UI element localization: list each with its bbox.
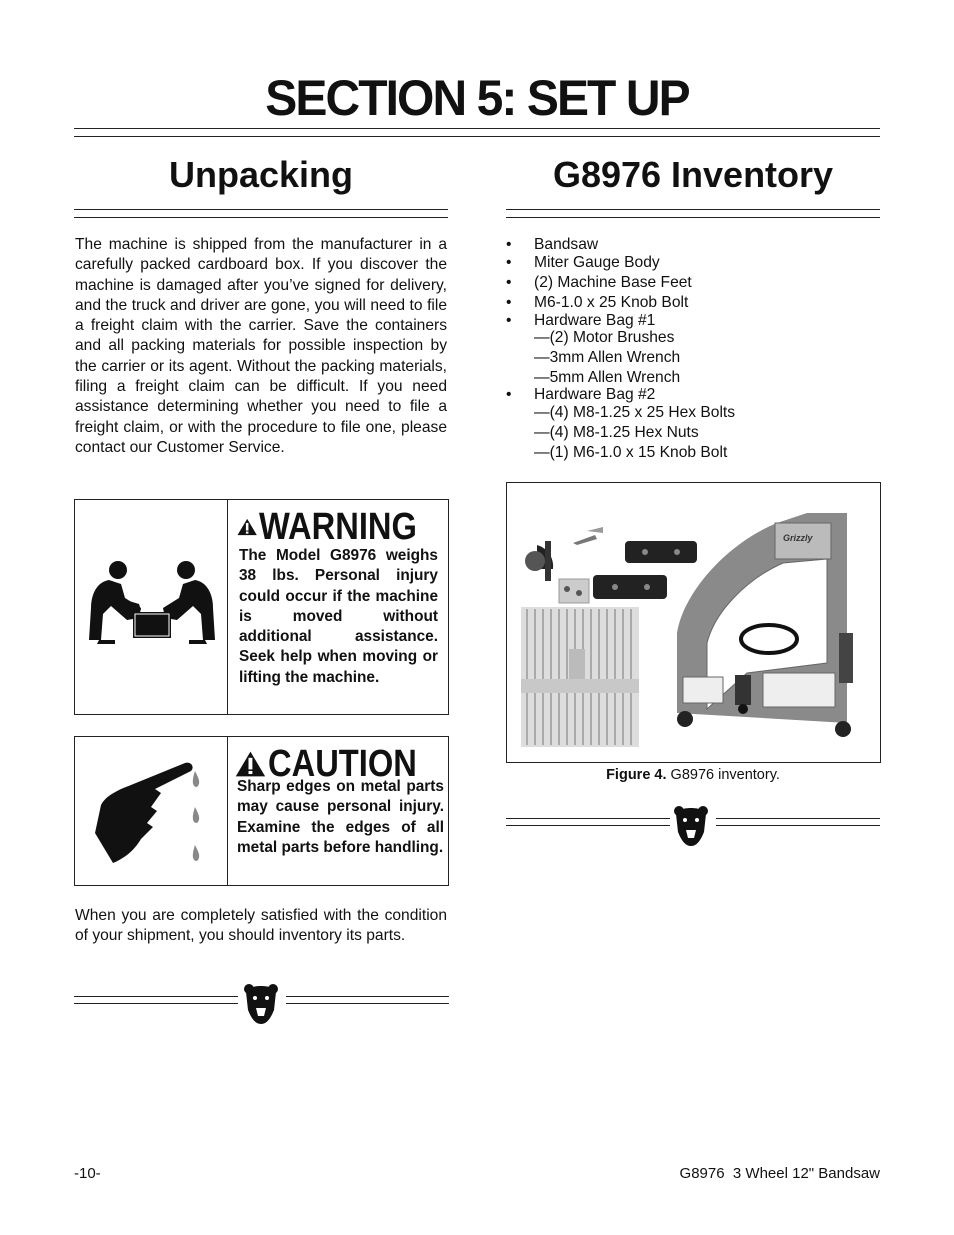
satisfied-paragraph: When you are completely satisfied with the condition of your shipment, you should inventory its parts. [75, 907, 447, 945]
list-subitem: —(4) M8-1.25 Hex Nuts [534, 424, 699, 441]
bandsaw-body [677, 513, 853, 737]
list-subitem: —(2) Motor Brushes [534, 329, 675, 346]
inventory-rule-bottom [506, 217, 880, 218]
caution-label: CAUTION [267, 743, 417, 785]
table-part [521, 607, 639, 747]
list-item: • M6-1.0 x 25 Knob Bolt [506, 294, 689, 311]
title-rule-top [74, 128, 880, 129]
inventory-heading: G8976 Inventory [552, 154, 834, 195]
manual-title: G8976 3 Wheel 12" Bandsaw [679, 1165, 880, 1182]
list-subitem: —3mm Allen Wrench [534, 349, 681, 366]
title-rule-bottom [74, 136, 880, 137]
caution-box [74, 736, 449, 886]
alert-triangle-icon [237, 510, 257, 544]
warning-text: The Model G8976 weighs 38 lbs. Personal injury could occur if the machine is moved without additional assistance. Seek help when moving or lifting the machine. [239, 547, 438, 686]
unpacking-paragraph: The machine is shipped from the manufacturer in a carefully packed cardboard box. If you discover the machine is damaged after you’ve signed for delivery, and the truck and driver are gone, you will need to file a freight claim with the carrier. Save the containers and all packing materials for possible inspection by the carrier or its agent. Without the packing materials, filing a freight claim can be difficult. If you need assistance determining whether you need to file a freight claim, or with the procedure to file one, please contact our Customer Service. [75, 236, 447, 456]
page-number: -10- [74, 1165, 101, 1182]
unpacking-rule-bottom [74, 217, 448, 218]
inventory-rule-top [506, 209, 880, 210]
list-item: • Hardware Bag #1 [506, 312, 656, 329]
two-person-lift-icon [85, 558, 219, 648]
list-item: • Bandsaw [506, 236, 599, 253]
warning-box [74, 499, 449, 715]
list-subitem: —5mm Allen Wrench [534, 369, 681, 386]
figure-caption [506, 767, 880, 783]
list-item: • (2) Machine Base Feet [506, 274, 692, 291]
grizzly-bear-icon [672, 804, 710, 848]
unpacking-rule-top [74, 209, 448, 210]
list-subitem: —(4) M8-1.25 x 25 Hex Bolts [534, 404, 736, 421]
warning-label: WARNING [259, 506, 418, 548]
section-title: SECTION 5: SET UP [265, 70, 689, 126]
list-subitem: —(1) M6-1.0 x 15 Knob Bolt [534, 444, 728, 461]
cut-finger-icon [91, 753, 215, 871]
base-foot-part [593, 541, 697, 599]
alert-triangle-icon [235, 747, 266, 781]
figure-caption-text: G8976 inventory. [670, 767, 780, 783]
figure-label: Figure 4. [606, 767, 667, 783]
caution-text: Sharp edges on metal parts may cause personal injury. Examine the edges of all metal parts before handling. [237, 778, 444, 856]
unpacking-heading: Unpacking [168, 154, 354, 195]
photo-brand-label: Grizzly [783, 533, 813, 543]
list-item: • Miter Gauge Body [506, 254, 660, 271]
inventory-list [506, 236, 874, 466]
miter-gauge-part [525, 541, 553, 581]
list-item: • Hardware Bag #2 [506, 386, 656, 403]
inventory-photo [506, 482, 881, 763]
grizzly-bear-icon [242, 982, 280, 1026]
